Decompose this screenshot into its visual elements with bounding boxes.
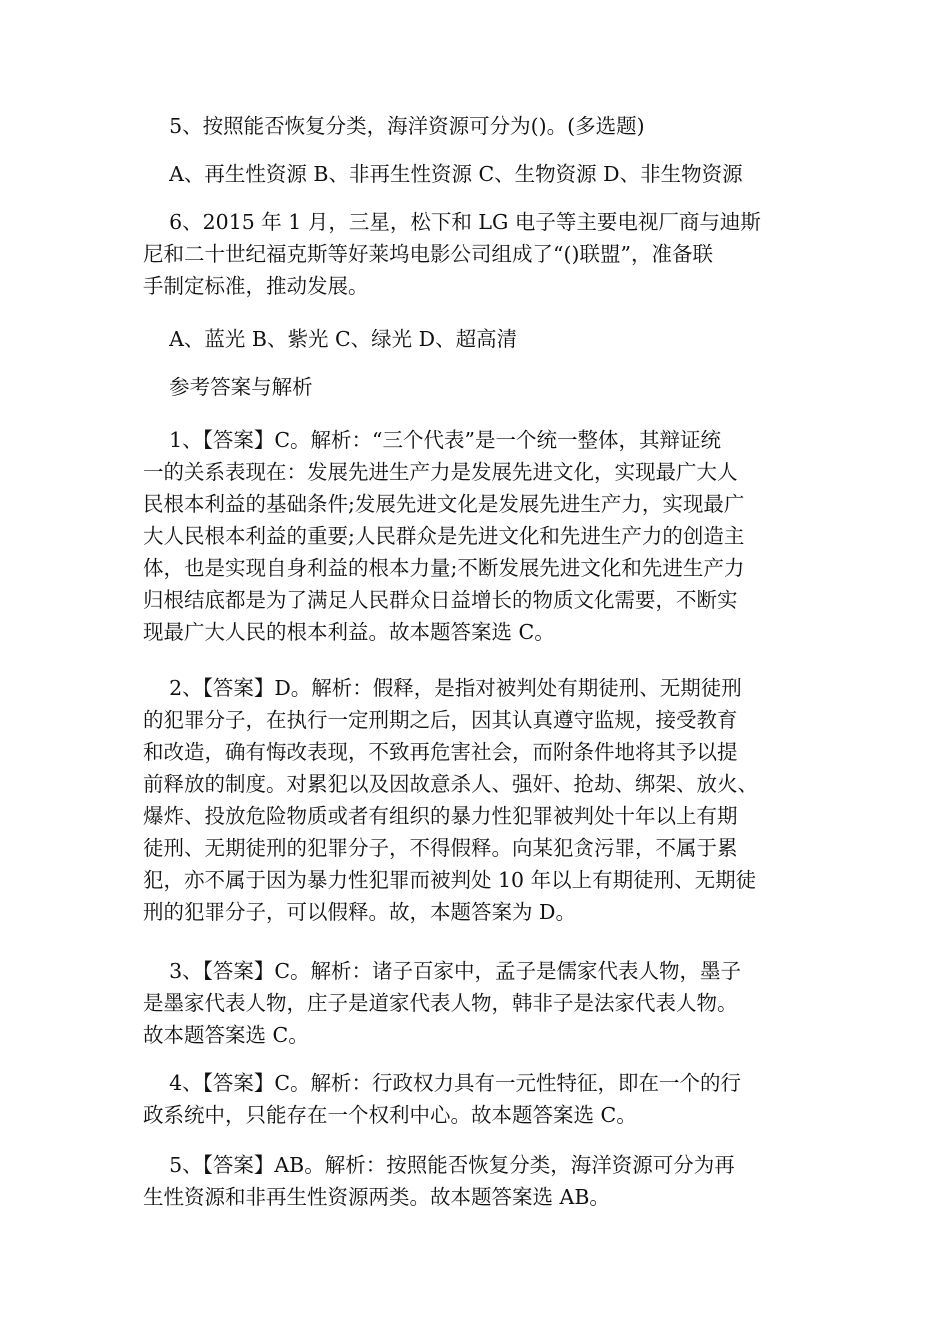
text-line: 故本题答案选 C。 <box>143 1023 309 1047</box>
text-line: A、再生性资源 B、非再生性资源 C、生物资源 D、非生物资源 <box>143 162 743 186</box>
text-line: 爆炸、投放危险物质或者有组织的暴力性犯罪被判处十年以上有期 <box>143 804 738 828</box>
text-line: 手制定标准，推动发展。 <box>143 274 369 298</box>
text-line: 归根结底都是为了满足人民群众日益增长的物质文化需要，不断实 <box>143 588 738 612</box>
text-line: 4、【答案】C。解析：行政权力具有一元性特征，即在一个的行 <box>143 1071 742 1095</box>
text-line: 生性资源和非再生性资源两类。故本题答案选 AB。 <box>143 1185 610 1209</box>
question-5 <box>143 110 823 142</box>
text-line: 一的关系表现在：发展先进生产力是发展先进文化，实现最广大人 <box>143 460 738 484</box>
text-line: 民根本利益的基础条件;发展先进文化是发展先进生产力，实现最广 <box>143 492 745 516</box>
answer-4 <box>143 1067 823 1131</box>
text-line: 刑的犯罪分子，可以假释。故，本题答案为 D。 <box>143 900 576 924</box>
text-line: 2、【答案】D。解析：假释，是指对被判处有期徒刑、无期徒刑 <box>143 676 742 700</box>
text-line: 3、【答案】C。解析：诸子百家中，孟子是儒家代表人物，墨子 <box>143 959 742 983</box>
text-line: 和改造，确有悔改表现，不致再危害社会，而附条件地将其予以提 <box>143 740 738 764</box>
text-line: 体，也是实现自身利益的根本力量;不断发展先进文化和先进生产力 <box>143 556 745 580</box>
text-line: 是墨家代表人物，庄子是道家代表人物，韩非子是法家代表人物。 <box>143 991 738 1015</box>
answers-heading <box>143 371 823 403</box>
question-5-options <box>143 158 823 190</box>
text-line: 5、【答案】AB。解析：按照能否恢复分类，海洋资源可分为再 <box>143 1153 735 1177</box>
text-line: 的犯罪分子，在执行一定刑期之后，因其认真遵守监规，接受教育 <box>143 708 738 732</box>
text-line: 徒刑、无期徒刑的犯罪分子，不得假释。向某犯贪污罪，不属于累 <box>143 836 738 860</box>
text-line: 5、按照能否恢复分类，海洋资源可分为()。(多选题) <box>143 114 645 138</box>
answer-1 <box>143 424 823 648</box>
text-line: 参考答案与解析 <box>143 375 313 399</box>
text-line: 6、2015 年 1 月，三星，松下和 LG 电子等主要电视厂商与迪斯 <box>143 210 761 234</box>
text-line: 前释放的制度。对累犯以及因故意杀人、强奸、抢劫、绑架、放火、 <box>143 772 758 796</box>
text-line: 1、【答案】C。解析：“三个代表”是一个统一整体，其辩证统 <box>143 428 722 452</box>
question-6 <box>143 206 823 302</box>
text-line: 大人民根本利益的重要;人民群众是先进文化和先进生产力的创造主 <box>143 524 745 548</box>
question-6-options <box>143 323 823 355</box>
text-line: 政系统中，只能存在一个权利中心。故本题答案选 C。 <box>143 1103 637 1127</box>
text-line: A、蓝光 B、紫光 C、绿光 D、超高清 <box>143 327 518 351</box>
text-line: 犯，亦不属于因为暴力性犯罪而被判处 10 年以上有期徒刑、无期徒 <box>143 868 757 892</box>
text-line: 现最广大人民的根本利益。故本题答案选 C。 <box>143 620 555 644</box>
answer-5 <box>143 1149 823 1213</box>
text-line: 尼和二十世纪福克斯等好莱坞电影公司组成了“()联盟”，准备联 <box>143 242 713 266</box>
answer-3 <box>143 955 823 1051</box>
answer-2 <box>143 672 823 928</box>
